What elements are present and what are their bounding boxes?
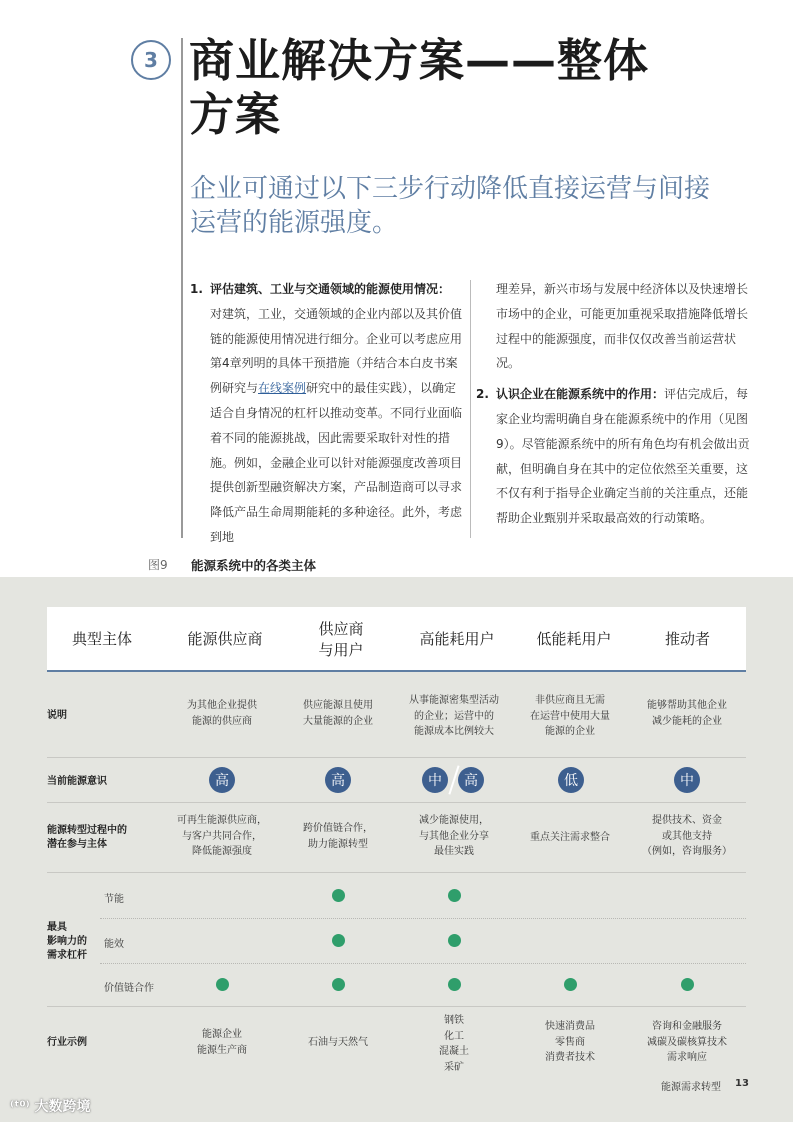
participation-cell: 减少能源使用， 与其他企业分享 最佳实践 bbox=[419, 815, 489, 857]
description-cell: 供应能源且使用 大量能源的企业 bbox=[303, 700, 373, 727]
row-divider bbox=[47, 802, 746, 803]
participation-cell: 跨价值链合作， 助力能源转型 bbox=[303, 823, 373, 850]
list-item-1-continuation: 理差异，新兴市场与发展中经济体以及快速增长市场中的企业，可能更加重视采取措施降低增长过程中的能源强度，而非仅仅改善当前运营状况。 bbox=[496, 282, 749, 371]
lever-dot bbox=[216, 978, 229, 991]
row-label-line: 影响力的 bbox=[47, 936, 87, 947]
page-number: 13 bbox=[735, 1078, 749, 1089]
row-divider bbox=[47, 1006, 746, 1007]
header-energy-supplier: 能源供应商 bbox=[187, 630, 263, 648]
dotted-divider bbox=[100, 918, 746, 919]
list-number: 2. bbox=[476, 387, 489, 402]
row-divider bbox=[47, 757, 746, 758]
watermark-text: 大数跨境 bbox=[34, 1099, 91, 1115]
subtitle-line1: 企业可通过以下三步行动降低直接运营与间接 bbox=[190, 174, 711, 204]
list-item-text: 研究中的最佳实践），以确定适合自身情况的杠杆以推动变革。不同行业面临着不同的能源挑战，因此需要采取针对性的措施。例如，金融企业可以针对能源强度改善项目提供创新型融资解决方案，产品制造商可以寻求降低产品生命周期能耗的多种途径。此外，考虑到地 bbox=[210, 381, 463, 544]
body-column-right bbox=[476, 277, 751, 531]
header-supplier-and-user: 供应商 与用户 bbox=[318, 619, 364, 659]
header-enabler: 推动者 bbox=[664, 630, 710, 648]
header-typical-entity: 典型主体 bbox=[71, 630, 132, 648]
description-cell: 从事能源密集型活动 的企业；运营中的 能源成本比例较大 bbox=[409, 695, 499, 737]
list-number: 1. bbox=[190, 282, 203, 296]
description-cell: 为其他企业提供 能源的供应商 bbox=[187, 700, 257, 727]
header-low-energy-user: 低能耗用户 bbox=[536, 630, 612, 648]
row-divider bbox=[47, 872, 746, 873]
lever-label-value-chain: 价值链合作 bbox=[104, 983, 154, 994]
row-label-participation bbox=[47, 824, 127, 852]
footer-section-name: 能源需求转型 bbox=[661, 1082, 721, 1093]
row-label-levers bbox=[47, 921, 87, 963]
lever-dot bbox=[564, 978, 577, 991]
list-item-text: 评估完成后，每家企业均需明确自身在能源系统中的作用（见图9）。尽管能源系统中的所有角色均有机会做出贡献，但明确自身在其中的定位依然至关重要，这不仅有利于指导企业确定当前的关注重点，还能帮助企业甄别并采取最高效的行动策略。 bbox=[496, 387, 750, 526]
figure-title: 能源系统中的各类主体 bbox=[191, 558, 317, 573]
awareness-badge: 低 bbox=[558, 767, 584, 793]
header-high-energy-user: 高能耗用户 bbox=[419, 630, 495, 648]
subtitle bbox=[190, 172, 750, 240]
examples-cell: 钢铁 化工 混凝土 采矿 bbox=[439, 1015, 469, 1073]
figure-header-row bbox=[47, 607, 746, 672]
row-label-line: 需求杠杆 bbox=[47, 950, 87, 961]
description-cell: 非供应商且无需 在运营中使用大量 能源的企业 bbox=[530, 695, 610, 737]
list-item-text: 对建筑，工业，交通领域的企业内部以及其价值链的能源使用情况进行细分。企业可以考虑应用第4章列明的具体干预措施（并结合本白皮书案例研究与 bbox=[210, 306, 463, 396]
list-item-heading: 认识企业在能源系统中的作用： bbox=[496, 387, 665, 402]
awareness-badge: 高 bbox=[209, 767, 235, 793]
lever-dot bbox=[332, 889, 345, 902]
subtitle-line2: 运营的能源强度。 bbox=[190, 208, 399, 238]
examples-cell: 能源企业 能源生产商 bbox=[197, 1029, 247, 1056]
lever-dot bbox=[448, 889, 461, 902]
vertical-divider bbox=[181, 38, 183, 538]
row-label-description: 说明 bbox=[47, 710, 67, 721]
page-title bbox=[189, 34, 749, 142]
list-item-1 bbox=[190, 277, 462, 550]
awareness-badge: 高 bbox=[325, 767, 351, 793]
figure-label: 图9 bbox=[148, 558, 168, 572]
chapter-number-badge: 3 bbox=[131, 40, 171, 80]
online-case-link[interactable]: 在线案例 bbox=[258, 381, 307, 396]
awareness-badge: 高 bbox=[458, 767, 484, 793]
page-title-line1: 商业解决方案——整体 bbox=[189, 34, 650, 87]
column-divider bbox=[470, 280, 471, 538]
row-label-line: 最具 bbox=[47, 922, 67, 933]
dotted-divider bbox=[100, 963, 746, 964]
list-item-heading: 评估建筑、工业与交通领域的能源使用情况： bbox=[210, 282, 451, 296]
awareness-badge: 中 bbox=[422, 767, 448, 793]
examples-cell: 快速消费品 零售商 消费者技术 bbox=[545, 1021, 595, 1063]
lever-label-efficiency: 能效 bbox=[104, 939, 124, 950]
body-column-left bbox=[190, 277, 462, 550]
participation-cell: 提供技术、资金 或其他支持 （例如，咨询服务） bbox=[642, 815, 732, 857]
row-label-awareness: 当前能源意识 bbox=[47, 776, 107, 787]
examples-cell: 石油与天然气 bbox=[308, 1037, 368, 1048]
lever-dot bbox=[681, 978, 694, 991]
lever-dot bbox=[448, 934, 461, 947]
row-label-examples: 行业示例 bbox=[47, 1037, 87, 1048]
lever-dot bbox=[448, 978, 461, 991]
description-cell: 能够帮助其他企业 减少能耗的企业 bbox=[647, 700, 727, 727]
awareness-badge: 中 bbox=[674, 767, 700, 793]
lever-dot bbox=[332, 934, 345, 947]
lever-label-energy-saving: 节能 bbox=[104, 894, 124, 905]
list-item-body bbox=[496, 382, 751, 531]
list-item-body bbox=[210, 277, 462, 550]
examples-cell: 咨询和金融服务 减碳及碳核算技术 需求响应 bbox=[647, 1021, 727, 1063]
list-item-2 bbox=[476, 382, 751, 531]
participation-cell: 可再生能源供应商， 与客户共同合作， 降低能源强度 bbox=[177, 815, 267, 857]
row-label-line: 潜在参与主体 bbox=[47, 839, 107, 850]
participation-cell: 重点关注需求整合 bbox=[530, 832, 610, 843]
lever-dot bbox=[332, 978, 345, 991]
page-title-line2: 方案 bbox=[189, 88, 282, 141]
row-label-line: 能源转型过程中的 bbox=[47, 825, 127, 836]
watermark-logo: ⁽ᵗ⁰⁾ 大数跨境 bbox=[10, 1099, 91, 1115]
